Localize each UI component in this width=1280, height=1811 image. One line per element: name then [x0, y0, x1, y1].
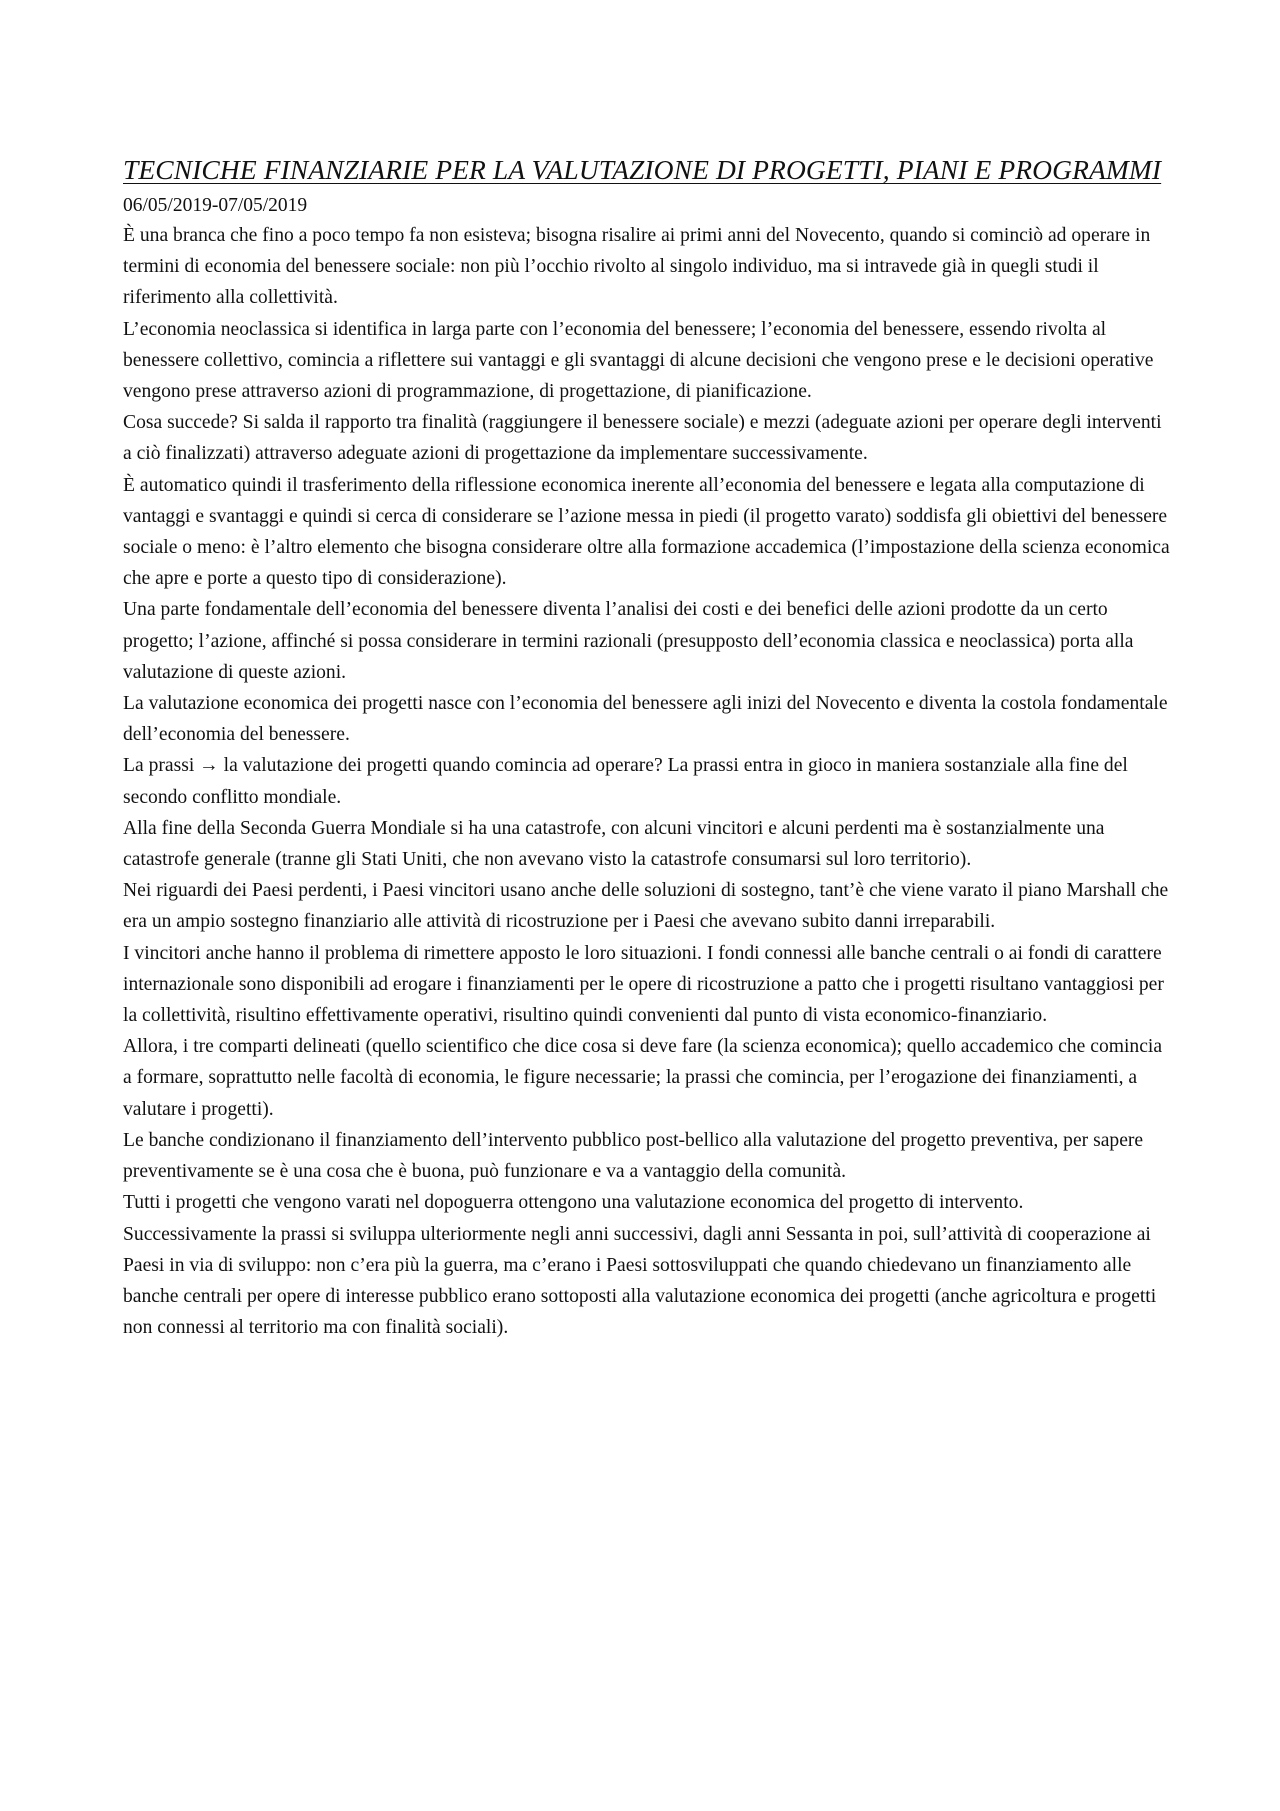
document-date: 06/05/2019-07/05/2019 [123, 195, 308, 216]
paragraph: I vincitori anche hanno il problema di rimettere apposto le loro situazioni. I fondi connessi alle banche centrali o ai fondi di carattere internazionale sono disponibili ad erogare i finanziamenti per le opere di ricostruzione a patto che i progetti risultano vantaggiosi per la collettività, risultino effettivamente operativi, risultino quindi convenienti dal punto di vista economico-finanziario. [123, 942, 1164, 1027]
document-body [123, 220, 1173, 1343]
paragraph: La valutazione economica dei progetti nasce con l’economia del benessere agli inizi del Novecento e diventa la costola fondamentale dell’economia del benessere. [123, 693, 1168, 746]
paragraph: Una parte fondamentale dell’economia del benessere diventa l’analisi dei costi e dei benefici delle azioni prodotte da un certo progetto; l’azione, affinché si possa considerare in termini razionali (presupposto dell’economia classica e neoclassica) porta alla valutazione di queste azioni. [123, 599, 1134, 683]
paragraph: È automatico quindi il trasferimento della riflessione economica inerente all’economia del benessere e legata alla computazione di vantaggi e svantaggi e quindi si cerca di considerare se l’azione messa in piedi (il progetto varato) soddisfa gli obiettivi del benessere sociale o meno: è l’altro elemento che bisogna considerare oltre alla formazione accademica (l’impostazione della scienza economica che apre e porte a questo tipo di considerazione). [123, 474, 1170, 590]
paragraph: Alla fine della Seconda Guerra Mondiale si ha una catastrofe, con alcuni vincitori e alcuni perdenti ma è sostanzialmente una catastrofe generale (tranne gli Stati Uniti, che non avevano visto la catastrofe consumarsi sul loro territorio). [123, 817, 1105, 871]
document-title: TECNICHE FINANZIARIE PER LA VALUTAZIONE DI PROGETTI, PIANI E PROGRAMMI [123, 154, 1162, 185]
paragraph: Nei riguardi dei Paesi perdenti, i Paesi vincitori usano anche delle soluzioni di sostegno, tant’è che viene varato il piano Marshall che era un ampio sostegno finanziario alle attività di ricostruzione per i Paesi che avevano subito danni irreparabili. [123, 880, 1169, 933]
paragraph: Le banche condizionano il finanziamento dell’intervento pubblico post-bellico alla valutazione del progetto preventiva, per sapere preventivamente se è una cosa che è buona, può funzionare e va a vantaggio della comunità. [123, 1129, 1144, 1183]
document-page [123, 150, 1173, 1343]
paragraph: L’economia neoclassica si identifica in larga parte con l’economia del benessere; l’economia del benessere, essendo rivolta al benessere collettivo, comincia a riflettere sui vantaggi e gli svantaggi di alcune decisioni che vengono prese e le decisioni operative vengono prese attraverso azioni di programmazione, di progettazione, di pianificazione. [123, 318, 1154, 403]
paragraph: Cosa succede? Si salda il rapporto tra finalità (raggiungere il benessere sociale) e mezzi (adeguate azioni per operare degli interventi a ciò finalizzati) attraverso adeguate azioni di progettazione da implementare successivamente. [123, 412, 1162, 465]
paragraph: Allora, i tre comparti delineati (quello scientifico che dice cosa si deve fare (la scienza economica); quello accademico che comincia a formare, soprattutto nelle facoltà di economia, le figure necessarie; la prassi che comincia, per l’erogazione dei finanziamenti, a valutare i progetti). [123, 1036, 1163, 1120]
paragraph: È una branca che fino a poco tempo fa non esisteva; bisogna risalire ai primi anni del Novecento, quando si cominciò ad operare in termini di economia del benessere sociale: non più l’occhio rivolto al singolo individuo, ma si intravede già in quegli studi il riferimento alla collettività. [123, 225, 1151, 309]
paragraph: La prassi → la valutazione dei progetti quando comincia ad operare? La prassi entra in gioco in maniera sostanziale alla fine del secondo conflitto mondiale. [123, 755, 1128, 808]
paragraph: Tutti i progetti che vengono varati nel dopoguerra ottengono una valutazione economica del progetto di intervento. [123, 1192, 1024, 1214]
paragraph: Successivamente la prassi si sviluppa ulteriormente negli anni successivi, dagli anni Sessanta in poi, sull’attività di cooperazione ai Paesi in via di sviluppo: non c’era più la guerra, ma c’erano i Paesi sottosviluppati che quando chiedevano un finanziamento alle banche centrali per opere di interesse pubblico erano sottoposti alla valutazione economica dei progetti (anche agricoltura e progetti non connessi al territorio ma con finalità sociali). [123, 1223, 1157, 1339]
